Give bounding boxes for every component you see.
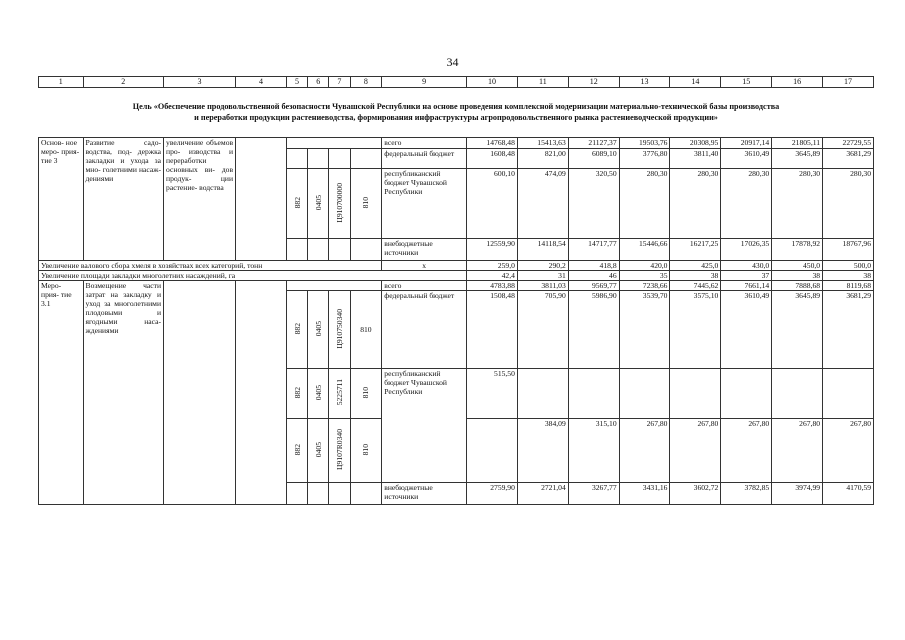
measure-code: Меро- прия- тие 3.1: [39, 281, 84, 505]
col-num: 7: [329, 77, 350, 88]
cell-value: 38: [670, 271, 721, 281]
col-num: 4: [236, 77, 287, 88]
goal-heading: [38, 101, 874, 123]
cell-value: 821,00: [517, 149, 568, 169]
cell-value: 3267,77: [568, 483, 619, 505]
goal-line-1: Цель «Обеспечение продовольственной безопасности Чувашской Республики на основе проведения комплексной модернизации материально-технической базы производства: [132, 102, 780, 111]
cell-value: 3974,99: [772, 483, 823, 505]
cell-value: 9569,77: [568, 281, 619, 291]
kbk-section: 0405: [313, 194, 323, 211]
cell-value: 37: [721, 271, 772, 281]
cell-value: 19503,76: [619, 138, 670, 149]
cell-value: 280,30: [823, 169, 874, 239]
cell-value: 17878,92: [772, 239, 823, 261]
kbk-type: 810: [361, 386, 371, 399]
cell-value: 35: [619, 271, 670, 281]
kbk-ministry: 882: [292, 443, 302, 456]
col-num: 9: [382, 77, 467, 88]
col-num: 1: [39, 77, 84, 88]
cell-value: 1608,48: [467, 149, 518, 169]
cell-value: 42,4: [467, 271, 518, 281]
cell-value: 15413,63: [517, 138, 568, 149]
cell-value: 3539,70: [619, 291, 670, 369]
cell-value: x: [382, 261, 467, 271]
indicator-label: Увеличение площади закладки многолетних насаждений, га: [39, 271, 467, 281]
cell-value: 420,0: [619, 261, 670, 271]
page-number: 34: [446, 55, 459, 69]
cell-value: 280,30: [721, 169, 772, 239]
cell-value: 14717,77: [568, 239, 619, 261]
cell-value: 290,2: [517, 261, 568, 271]
source-label: всего: [382, 138, 467, 149]
cell-value: 5986,90: [568, 291, 619, 369]
col-num: 10: [467, 77, 518, 88]
col-num: 3: [164, 77, 236, 88]
kbk-type: 810: [361, 443, 371, 456]
kbk-target: 5225711: [334, 379, 344, 406]
indicator-row: [39, 261, 874, 271]
col-num: 6: [308, 77, 329, 88]
column-number-header: [38, 76, 874, 88]
kbk-target: Ц910700000: [334, 182, 344, 223]
cell-value: 18767,96: [823, 239, 874, 261]
source-label: республиканский бюджет Чувашской Республики: [382, 369, 467, 483]
activity-name: Развитие садо- водства, под- держка закладки и ухода за мно- голетними насаж- дениями: [83, 138, 164, 261]
cell-value: 3602,72: [670, 483, 721, 505]
cell-value: 17026,35: [721, 239, 772, 261]
measure-name: Возмещение части затрат на закладку и уход за многолетними плодовыми и ягодными наса- ждениями: [83, 281, 164, 505]
col-num: 15: [721, 77, 772, 88]
cell-value: 38: [823, 271, 874, 281]
cell-value: 3811,03: [517, 281, 568, 291]
cell-value: 1508,48: [467, 291, 518, 369]
cell-value: 3610,49: [721, 291, 772, 369]
funding-table: [38, 137, 874, 505]
indicator-label: Увеличение валового сбора хмеля в хозяйствах всех категорий, тонн: [39, 261, 382, 271]
kbk-section: 0405: [313, 320, 323, 337]
cell-value: 14118,54: [517, 239, 568, 261]
source-label: внебюджетные источники: [382, 239, 467, 261]
indicator-row: [39, 271, 874, 281]
col-num: 16: [772, 77, 823, 88]
cell-value: 450,0: [772, 261, 823, 271]
cell-value: 3776,80: [619, 149, 670, 169]
cell-value: 15446,66: [619, 239, 670, 261]
source-label: федеральный бюджет: [382, 291, 467, 369]
kbk-target: Ц910750340: [334, 308, 344, 349]
source-label: внебюджетные источники: [382, 483, 467, 505]
cell-value: 280,30: [772, 169, 823, 239]
col-num: 5: [286, 77, 307, 88]
cell-value: 8119,68: [823, 281, 874, 291]
cell-value: 384,09: [517, 419, 568, 483]
cell-value: 38: [772, 271, 823, 281]
cell-value: 4170,59: [823, 483, 874, 505]
cell-value: 46: [568, 271, 619, 281]
source-label: республиканский бюджет Чувашской Республики: [382, 169, 467, 239]
cell-value: 2759,90: [467, 483, 518, 505]
kbk-type: 810: [361, 196, 371, 209]
cell-value: 3645,89: [772, 149, 823, 169]
kbk-ministry: 882: [292, 196, 302, 209]
col-num: 17: [823, 77, 874, 88]
cell-value: 3782,85: [721, 483, 772, 505]
cell-value: 267,80: [823, 419, 874, 483]
col-num: 11: [517, 77, 568, 88]
cell-value: 280,30: [670, 169, 721, 239]
cell-value: 280,30: [619, 169, 670, 239]
table-row: [39, 281, 874, 291]
cell-value: 6089,10: [568, 149, 619, 169]
cell-value: 474,09: [517, 169, 568, 239]
cell-value: 267,80: [772, 419, 823, 483]
col-num: 2: [83, 77, 164, 88]
cell-value: 16217,25: [670, 239, 721, 261]
cell-value: 3811,40: [670, 149, 721, 169]
cell-value: 31: [517, 271, 568, 281]
cell-value: 267,80: [721, 419, 772, 483]
cell-value: 3610,49: [721, 149, 772, 169]
cell-value: 21805,11: [772, 138, 823, 149]
cell-value: 259,0: [467, 261, 518, 271]
kbk-ministry: 882: [292, 386, 302, 399]
cell-value: 3575,10: [670, 291, 721, 369]
cell-value: 515,50: [467, 369, 518, 419]
cell-value: 22729,55: [823, 138, 874, 149]
col-num: 12: [568, 77, 619, 88]
cell-value: 3681,29: [823, 149, 874, 169]
cell-value: 418,8: [568, 261, 619, 271]
cell-value: 705,90: [517, 291, 568, 369]
cell-value: 7238,66: [619, 281, 670, 291]
cell-value: 4783,88: [467, 281, 518, 291]
cell-value: 267,80: [670, 419, 721, 483]
goal-line-2: и переработки продукции растениеводства, формирования инфраструктуры агропродовольственного рынка растениеводческой продукции»: [194, 113, 718, 122]
cell-value: 7445,62: [670, 281, 721, 291]
cell-value: 600,10: [467, 169, 518, 239]
cell-value: 20308,95: [670, 138, 721, 149]
kbk-section: 0405: [313, 441, 323, 458]
cell-value: 12559,90: [467, 239, 518, 261]
kbk-ministry: 882: [292, 322, 302, 335]
cell-value: 267,80: [619, 419, 670, 483]
col-num: 13: [619, 77, 670, 88]
cell-value: 320,50: [568, 169, 619, 239]
cell-value: 21127,37: [568, 138, 619, 149]
cell-value: 7888,68: [772, 281, 823, 291]
cell-value: 20917,14: [721, 138, 772, 149]
cell-value: 425,0: [670, 261, 721, 271]
cell-value: 3645,89: [772, 291, 823, 369]
cell-value: 315,10: [568, 419, 619, 483]
cell-value: 430,0: [721, 261, 772, 271]
activity-goal: увеличение объемов про- изводства и переработки основных ви- дов продук- ции растение- водства: [164, 138, 236, 261]
activity-code: Основ- ное меро- прия- тие 3: [39, 138, 84, 261]
cell-value: 2721,04: [517, 483, 568, 505]
table-row: [39, 138, 874, 149]
cell-value: 3681,29: [823, 291, 874, 369]
col-num: 8: [350, 77, 382, 88]
cell-value: 7661,14: [721, 281, 772, 291]
source-label: всего: [382, 281, 467, 291]
kbk-target: Ц9107R0340: [334, 429, 344, 470]
col-num: 14: [670, 77, 721, 88]
kbk-section: 0405: [313, 384, 323, 401]
kbk-type: 810: [350, 291, 382, 369]
cell-value: 3431,16: [619, 483, 670, 505]
source-label: федеральный бюджет: [382, 149, 467, 169]
cell-value: 14768,48: [467, 138, 518, 149]
cell-value: 500,0: [823, 261, 874, 271]
